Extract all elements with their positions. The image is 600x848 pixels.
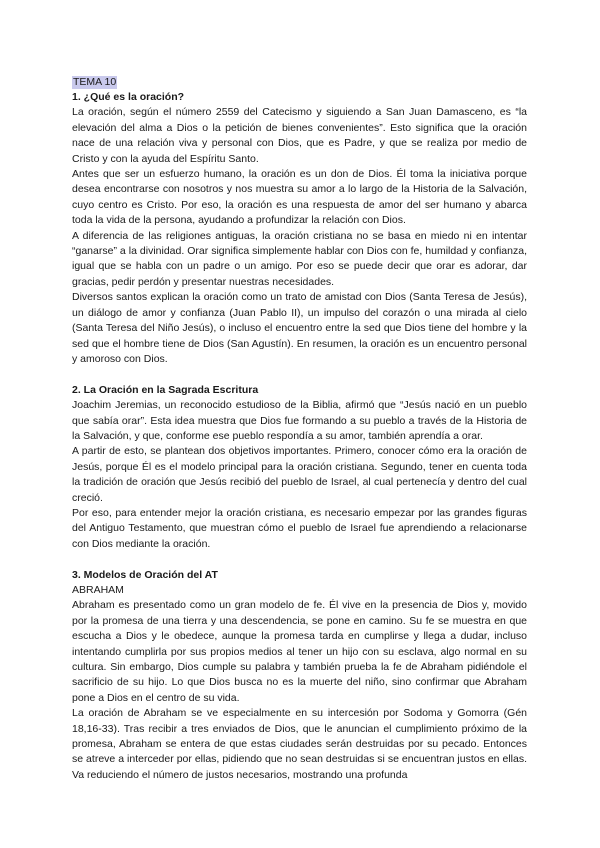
paragraph: Por eso, para entender mejor la oración cristiana, es necesario empezar por las grandes figuras del Antiguo Testamento, que muestran cómo el pueblo de Israel fue aprendiendo a relacionarse con Dios mediante la oración. — [72, 506, 527, 550]
paragraph: La oración, según el número 2559 del Catecismo y siguiendo a San Juan Damasceno, es “la elevación del alma a Dios o la petición de bienes convenientes”. Esto significa que la oración nace de una relación viva y personal con Dios, que es Padre, y que se realiza por medio de Cristo y con la ayuda del Espíritu Santo. — [72, 106, 527, 165]
section-gap — [72, 552, 527, 567]
subsection-heading: ABRAHAM — [72, 583, 124, 596]
paragraph: Joachim Jeremias, un reconocido estudioso de la Biblia, afirmó que “Jesús nació en un pueblo que sabía orar”. Esta idea muestra que Dios fue formando a su pueblo a través de la Historia de la Salvación, y que, conforme ese pueblo respondía a su amor, también aprendía a orar. — [72, 399, 527, 442]
paragraph: Abraham es presentado como un gran modelo de fe. Él vive en la presencia de Dios y, movido por la promesa de una tierra y una descendencia, se pone en camino. Su fe se muestra en que escucha a Dios y le obedece, aunque la promesa tarda en cumplirse y llega a dudar, incluso intentando cumplirla por sus propios medios al tener un hijo con su esclava, algo normal en su cultura. Sin embargo, Dios cumple su palabra y también prueba la fe de Abraham pidiéndole el sacrificio de su hijo. Lo que Dios busca no es la muerte del niño, sino confirmar que Abraham pone a Dios en el centro de su vida. — [72, 599, 527, 704]
section-heading-2: 2. La Oración en la Sagrada Escritura — [72, 383, 259, 396]
paragraph: Diversos santos explican la oración como un trato de amistad con Dios (Santa Teresa de Jesús), un diálogo de amor y confianza (Juan Pablo II), un impulso del corazón o una mirada al cielo (Santa Teresa del Niño Jesús), o incluso el encuentro entre la sed que Dios tiene del hombre y la sed que el hombre tiene de Dios (San Agustín). En resumen, la oración es un encuentro personal y amoroso con Dios. — [72, 291, 527, 365]
paragraph: La oración de Abraham se ve especialmente en su intercesión por Sodoma y Gomorra (Gén 18,16-33). Tras recibir a tres enviados de Dios, que le anuncian el cumplimiento próximo de la promesa, Abraham se entera de que estas ciudades serán destruidas por su pecado. Entonces se atreve a interceder por ellas, pidiendo que no sean destruidas si se encuentran justos en ellas. Va reduciendo el número de justos necesarios, mostrando una profunda — [72, 707, 527, 781]
section-gap — [72, 367, 527, 382]
paragraph: A partir de esto, se plantean dos objetivos importantes. Primero, conocer cómo era la oración de Jesús, porque Él es el modelo principal para la oración cristiana. Segundo, tener en cuenta toda la tradición de oración que Jesús recibió del pueblo de Israel, al cual pertenecía y dentro del cual creció. — [72, 445, 527, 504]
section-heading-1: 1. ¿Qué es la oración? — [72, 91, 185, 103]
paragraph: A diferencia de las religiones antiguas, la oración cristiana no se basa en miedo ni en intentar “ganarse” a la divinidad. Orar significa simplemente hablar con Dios con fe, humildad y confianza, igual que se habla con un padre o un amigo. Por eso se puede decir que orar es adorar, dar gracias, pedir perdón y presentar nuestras necesidades. — [72, 229, 527, 288]
topic-tag: TEMA 10 — [73, 76, 117, 88]
section-heading-3: 3. Modelos de Oración del AT — [72, 568, 218, 581]
paragraph: Antes que ser un esfuerzo humano, la oración es un don de Dios. Él toma la iniciativa porque desea encontrarse con nosotros y nos muestra su amor a lo largo de la Historia de la Salvación, cuyo centro es Cristo. Por eso, la oración es una respuesta de amor del ser humano y abarca toda la vida de la persona, ayudando a profundizar la relación con Dios. — [72, 168, 527, 227]
